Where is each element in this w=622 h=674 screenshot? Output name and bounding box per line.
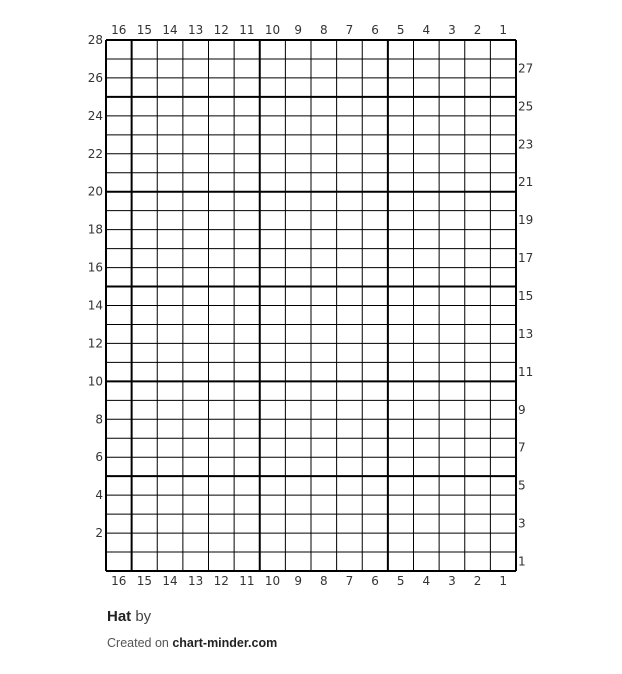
column-number-top: 9 (294, 23, 303, 37)
row-number-left: 16 (87, 260, 103, 275)
row-number-left: 2 (95, 526, 103, 541)
by-label: by (135, 608, 152, 625)
row-number-right: 15 (518, 289, 534, 304)
row-number-right: 21 (518, 175, 534, 190)
row-number-right: 11 (518, 364, 534, 379)
column-number-top: 8 (319, 23, 328, 37)
chart-footer (107, 606, 587, 652)
row-number-right: 3 (518, 516, 526, 531)
column-number-bottom: 8 (319, 574, 328, 588)
column-number-top: 11 (239, 23, 255, 37)
column-number-top: 14 (162, 23, 178, 37)
row-number-right: 27 (518, 61, 534, 76)
column-number-top: 7 (345, 23, 354, 37)
row-number-left: 18 (87, 222, 103, 237)
row-number-left: 6 (95, 450, 103, 465)
column-number-bottom: 4 (422, 574, 431, 588)
column-number-bottom: 14 (162, 574, 178, 588)
row-number-right: 5 (518, 478, 526, 493)
row-number-right: 13 (518, 326, 534, 341)
column-number-bottom: 3 (448, 574, 456, 588)
column-number-bottom: 7 (345, 574, 354, 588)
row-number-right: 25 (518, 99, 534, 114)
column-number-bottom: 1 (499, 574, 508, 588)
row-number-right: 23 (518, 137, 534, 152)
row-number-left: 10 (87, 374, 103, 389)
column-number-bottom: 9 (294, 574, 303, 588)
column-number-bottom: 13 (188, 574, 204, 588)
row-number-left: 8 (95, 412, 103, 427)
column-number-top: 16 (111, 23, 127, 37)
row-number-left: 4 (95, 488, 103, 503)
site-link[interactable]: chart-minder.com (172, 636, 278, 650)
column-number-top: 2 (473, 23, 482, 37)
credit-line (107, 634, 587, 652)
column-number-bottom: 16 (111, 574, 127, 588)
row-number-left: 20 (87, 184, 103, 199)
row-number-left: 14 (87, 298, 103, 313)
row-number-right: 19 (518, 213, 534, 228)
row-number-right: 1 (518, 554, 526, 569)
column-number-top: 3 (448, 23, 456, 37)
row-number-left: 24 (87, 108, 103, 123)
row-number-left: 22 (87, 146, 103, 161)
row-number-left: 12 (87, 336, 103, 351)
row-number-left: 26 (87, 70, 103, 85)
row-number-right: 17 (518, 251, 534, 266)
column-number-bottom: 6 (371, 574, 379, 588)
column-number-top: 4 (422, 23, 431, 37)
pattern-title (107, 606, 587, 628)
column-number-bottom: 2 (473, 574, 482, 588)
column-number-top: 13 (188, 23, 204, 37)
column-number-bottom: 15 (136, 574, 153, 588)
created-on-label: Created on (107, 636, 169, 650)
column-number-bottom: 10 (264, 574, 281, 588)
pattern-name: Hat (107, 608, 132, 625)
column-number-top: 15 (136, 23, 153, 37)
row-number-right: 7 (518, 440, 526, 455)
column-number-top: 6 (371, 23, 379, 37)
column-number-top: 5 (396, 23, 405, 37)
column-number-top: 12 (213, 23, 229, 37)
column-number-bottom: 11 (239, 574, 255, 588)
column-number-top: 1 (499, 23, 508, 37)
row-number-right: 9 (518, 402, 526, 417)
column-number-bottom: 12 (213, 574, 229, 588)
column-number-top: 10 (264, 23, 281, 37)
column-number-bottom: 5 (396, 574, 405, 588)
row-number-left: 28 (87, 33, 103, 47)
